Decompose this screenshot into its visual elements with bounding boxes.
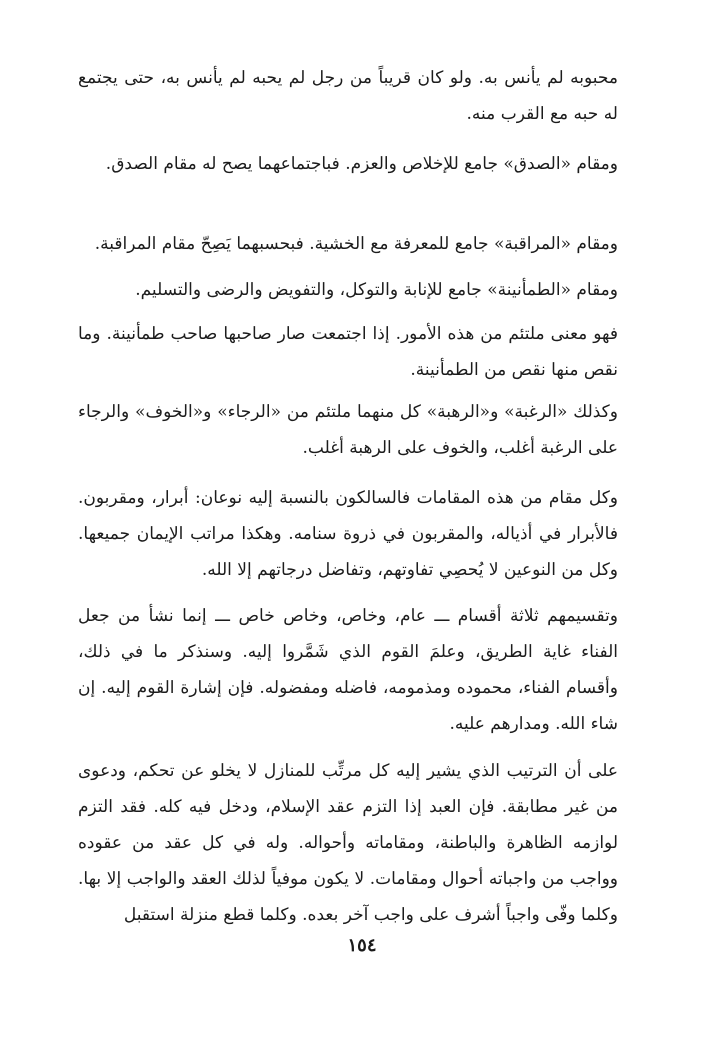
paragraph-4: ومقام «الطمأنينة» جامع للإنابة والتوكل، والتفويض والرضى والتسليم. [135, 280, 618, 300]
paragraph-2: ومقام «الصدق» جامع للإخلاص والعزم. فباجتماعهما يصح له مقام الصدق. [105, 154, 618, 174]
paragraph-6: وكذلك «الرغبة» و«الرهبة» كل منهما ملتئم من «الرجاء» و«الخوف» والرجاء على الرغبة أغلب، والخوف على الرهبة أغلب. [78, 402, 618, 458]
paragraph-5: فهو معنى ملتئم من هذه الأمور. إذا اجتمعت صار صاحبها صاحب طمأنينة. وما نقص منها نقص من الطمأنينة. [78, 324, 618, 380]
paragraph-1: محبوبه لم يأنس به. ولو كان قريباً من رجل لم يحبه لم يأنس به، حتى يجتمع له حبه مع القرب منه. [78, 68, 618, 124]
page-body [78, 60, 618, 960]
paragraph-9: على أن الترتيب الذي يشير إليه كل مرتِّب للمنازل لا يخلو عن تحكم، ودعوى من غير مطابقة. فإن العبد إذا التزم عقد الإسلام، ودخل فيه كله. فقد التزم لوازمه الظاهرة والباطنة، ومقاماته وأحواله. وله في كل عقد من عقوده وواجب من واجباته أحوال ومقامات. لا يكون موفياً لذلك العقد والواجب إلا بها. وكلما وفّى واجباً أشرف على واجب آخر بعده. وكلما قطع منزلة استقبل [78, 761, 618, 925]
paragraph-7: وكل مقام من هذه المقامات فالسالكون بالنسبة إليه نوعان: أبرار، ومقربون. فالأبرار في أذياله، والمقربون في ذروة سنامه. وهكذا مراتب الإيمان جميعها. وكل من النوعين لا يُحصِي تفاوتهم، وتفاضل درجاتهم إلا الله. [78, 488, 618, 580]
paragraph-3: ومقام «المراقبة» جامع للمعرفة مع الخشية. فبحسبهما يَصِحّ مقام المراقبة. [94, 234, 618, 254]
page-number: ١٥٤ [347, 935, 377, 956]
paragraph-8: وتقسيمهم ثلاثة أقسام ـــ عام، وخاص، وخاص خاص ـــ إنما نشأ من جعل الفناء غاية الطريق، وعلمَ القوم الذي شَمَّروا إليه. وسنذكر ما في ذلك، وأقسام الفناء، محموده ومذمومه، فاضله ومفضوله. فإن إشارة القوم إليه. إن شاء الله. ومدارهم عليه. [78, 606, 618, 734]
